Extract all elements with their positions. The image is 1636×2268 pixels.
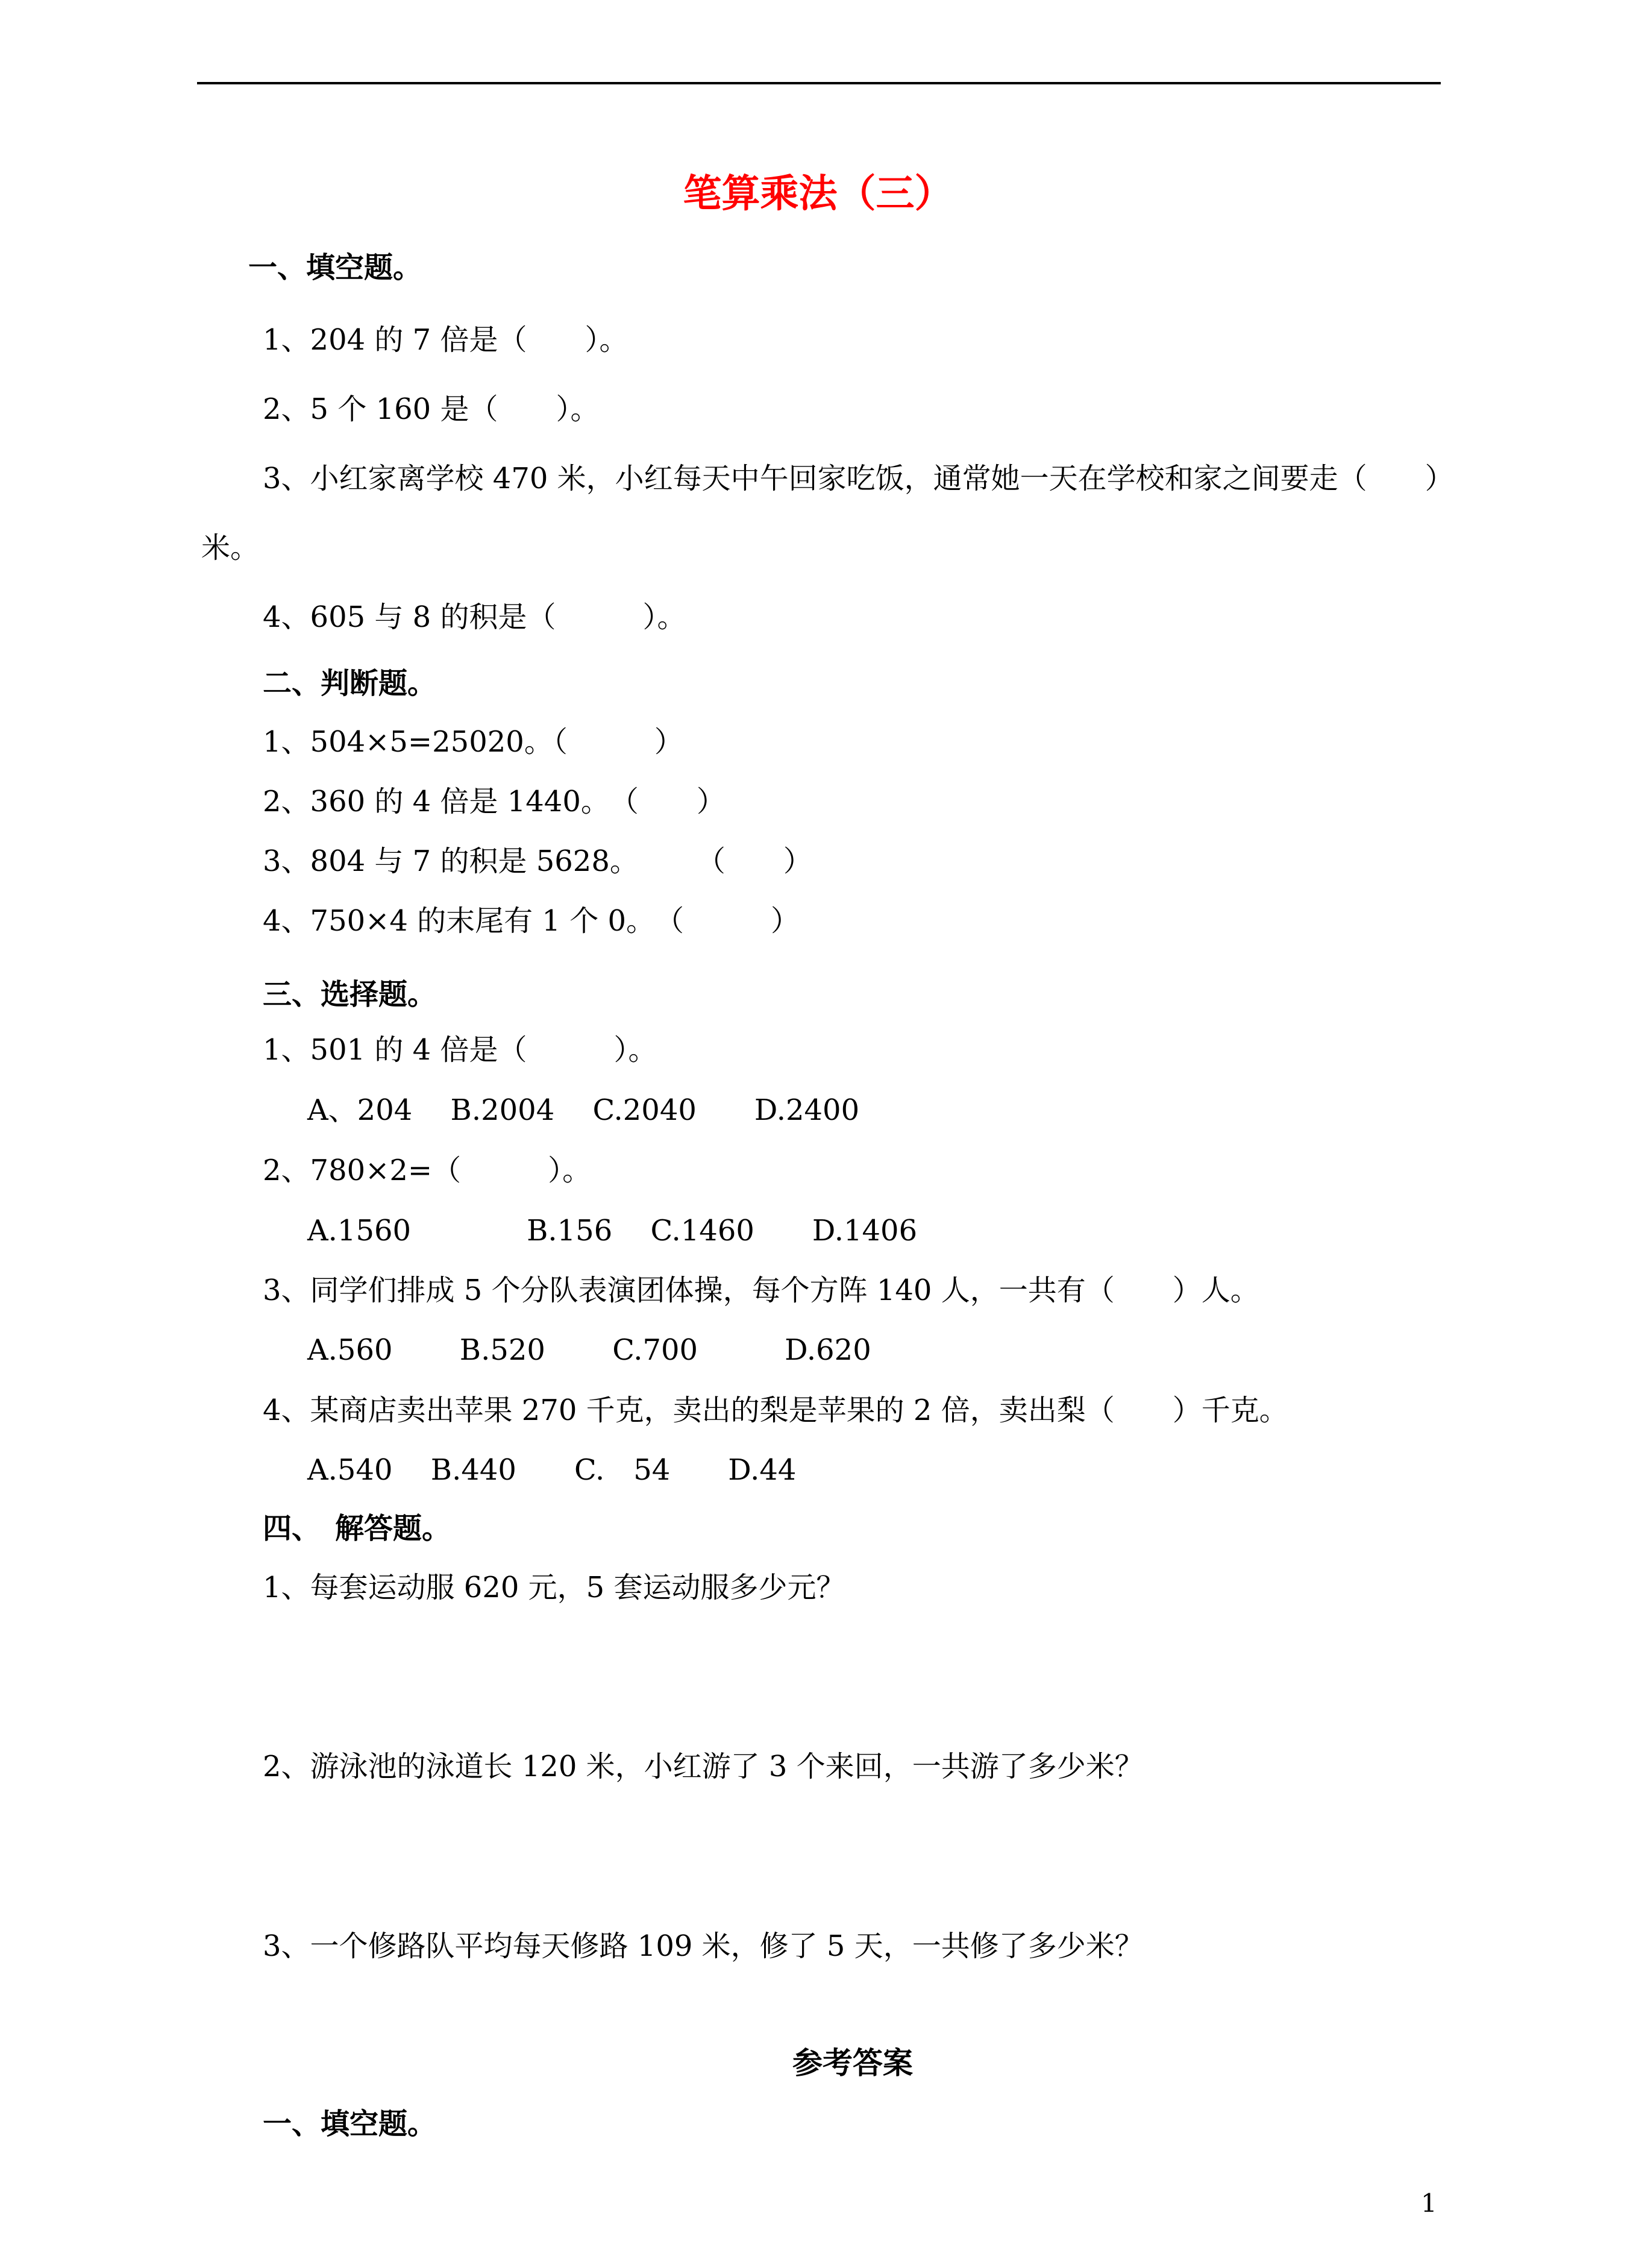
section-heading-fill-in: 一、填空题。 xyxy=(248,251,422,284)
choice-question-3-options: A.560 B.520 C.700 D.620 xyxy=(307,1333,871,1367)
choice-question-3: 3、同学们排成 5 个分队表演团体操，每个方阵 140 人，一共有（ ）人。 xyxy=(263,1274,1259,1307)
choice-question-4: 4、某商店卖出苹果 270 千克，卖出的梨是苹果的 2 倍，卖出梨（ ）千克。 xyxy=(263,1393,1288,1427)
section-heading-multiple-choice: 三、选择题。 xyxy=(263,978,437,1011)
answer-section-heading-fill-in: 一、填空题。 xyxy=(263,2107,437,2141)
fill-question-2: 2、5 个 160 是（ ）。 xyxy=(263,392,600,426)
choice-question-1: 1、501 的 4 倍是（ ）。 xyxy=(263,1033,657,1067)
word-problem-3: 3、一个修路队平均每天修路 109 米，修了 5 天，一共修了多少米？ xyxy=(263,1929,1144,1963)
choice-question-1-options: A、204 B.2004 C.2040 D.2400 xyxy=(307,1093,860,1127)
fill-question-1: 1、204 的 7 倍是（ ）。 xyxy=(263,323,628,357)
answer-key-title: 参考答案 xyxy=(792,2045,913,2081)
fill-question-3-continued: 米。 xyxy=(201,531,260,565)
judge-question-1: 1、504×5=25020。（ ） xyxy=(263,725,683,759)
fill-question-3: 3、小红家离学校 470 米，小红每天中午回家吃饭，通常她一天在学校和家之间要走（ ） xyxy=(263,462,1454,495)
choice-question-4-options: A.540 B.440 C. 54 D.44 xyxy=(307,1453,797,1487)
choice-question-2: 2、780×2=（ ）。 xyxy=(263,1154,592,1187)
judge-question-2: 2、360 的 4 倍是 1440。 （ ） xyxy=(263,785,726,818)
fill-question-4: 4、605 与 8 的积是（ ）。 xyxy=(263,600,686,634)
word-problem-2: 2、游泳池的泳道长 120 米，小红游了 3 个来回，一共游了多少米？ xyxy=(263,1750,1144,1783)
word-problem-1: 1、每套运动服 620 元，5 套运动服多少元？ xyxy=(263,1571,845,1604)
judge-question-3: 3、804 与 7 的积是 5628。 （ ） xyxy=(263,844,812,878)
judge-question-4: 4、750×4 的末尾有 1 个 0。 （ ） xyxy=(263,904,800,938)
page-number: 1 xyxy=(1421,2188,1437,2218)
section-heading-word-problems: 四、 解答题。 xyxy=(263,1512,451,1545)
header-rule xyxy=(197,82,1441,84)
page-title: 笔算乘法（三） xyxy=(683,171,953,216)
choice-question-2-options: A.1560 B.156 C.1460 D.1406 xyxy=(307,1214,918,1248)
section-heading-true-false: 二、判断题。 xyxy=(263,667,437,700)
